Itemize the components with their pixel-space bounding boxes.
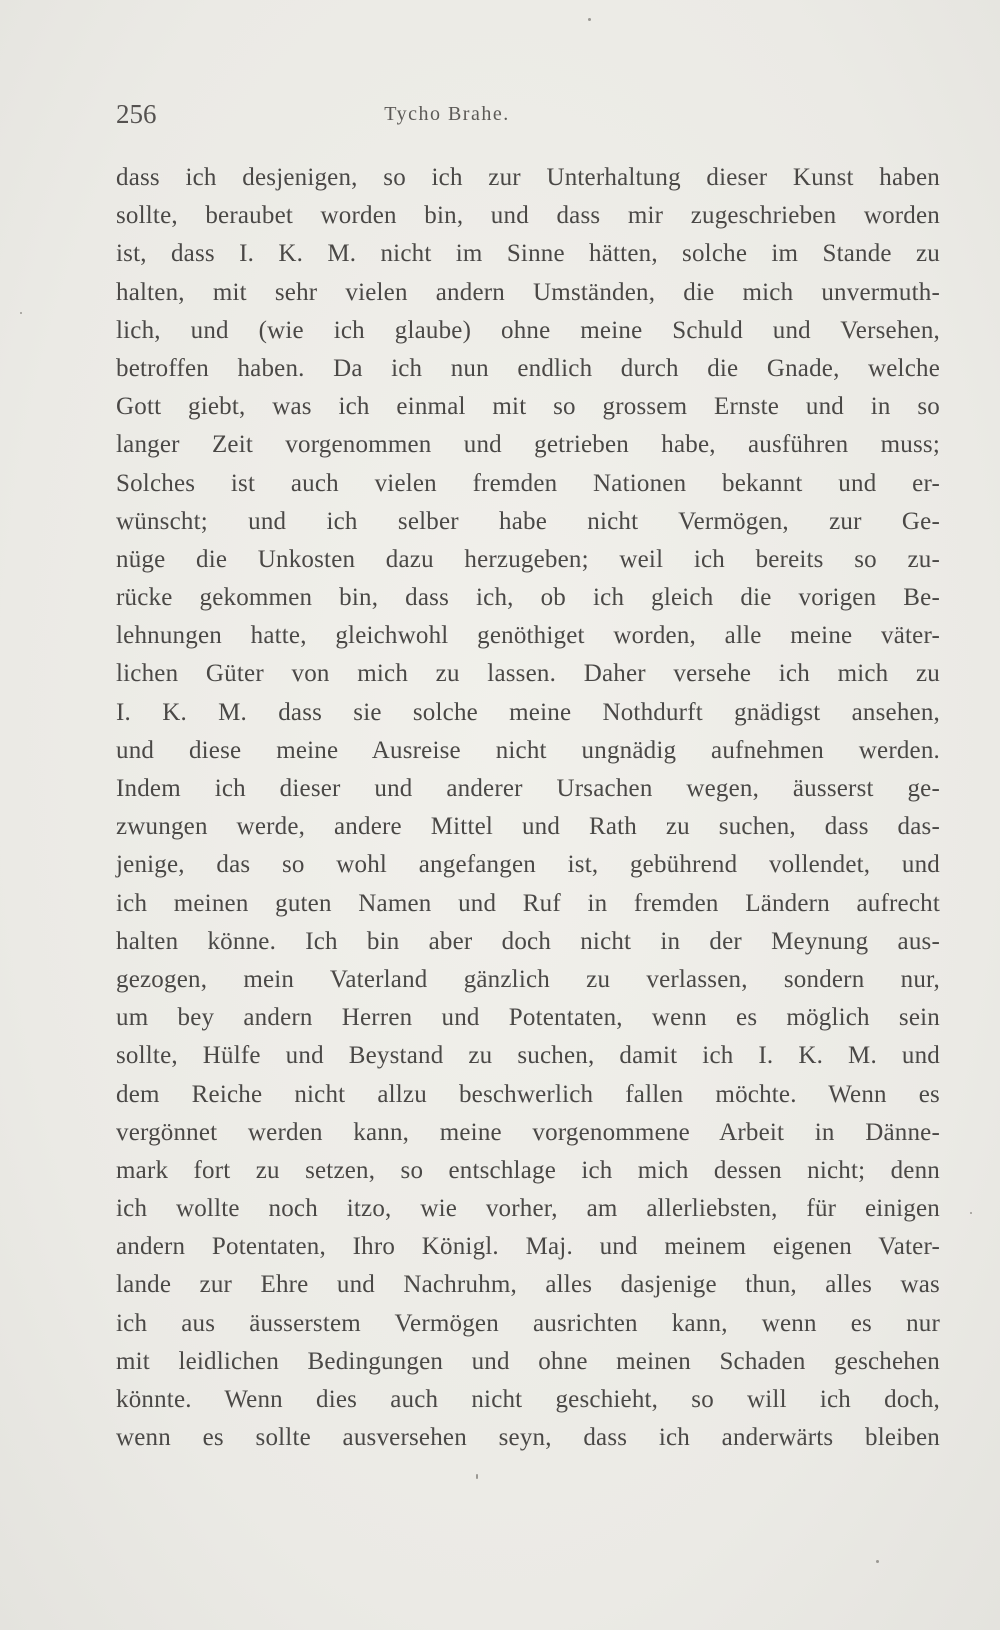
text-line: I. K. M. dass sie solche meine Nothdurft gnädigst ansehen, [116,698,940,726]
body-text [116,159,940,1457]
text-line: mit leidlichen Bedingungen und ohne meinen Schaden geschehen [116,1347,940,1375]
text-line: dem Reiche nicht allzu beschwerlich fallen möchte. Wenn es [116,1080,940,1108]
text-line: Indem ich dieser und anderer Ursachen wegen, äusserst ge- [116,775,940,802]
text-line: halten, mit sehr vielen andern Umständen, die mich unvermuth- [116,278,940,306]
text-line: zwungen werde, andere Mittel und Rath zu suchen, dass das- [116,813,940,841]
paper-speck [20,312,22,314]
text-line: könnte. Wenn dies auch nicht geschieht, so will ich doch, [116,1386,940,1413]
text-line: lehnungen hatte, gleichwohl genöthiget worden, alle meine väter- [116,622,940,650]
page-number: 256 [116,99,157,129]
text-line: ich meinen guten Namen und Ruf in fremden Ländern aufrecht [116,889,940,917]
text-line: halten könne. Ich bin aber doch nicht in der Meynung aus- [116,927,940,955]
text-line: Gott giebt, was ich einmal mit so grossem Ernste und in so [116,393,940,421]
paper-speck [588,18,591,21]
text-line: sollte, beraubet worden bin, und dass mir zugeschrieben worden [116,202,940,230]
paper-speck [476,1474,478,1479]
text-line: sollte, Hülfe und Beystand zu suchen, damit ich I. K. M. und [116,1042,940,1070]
text-line: wenn es sollte ausversehen seyn, dass ich anderwärts bleiben [116,1424,940,1452]
text-line: um bey andern Herren und Potentaten, wenn es möglich sein [116,1004,940,1032]
running-title: Tycho Brahe. [384,103,510,125]
text-line: lande zur Ehre und Nachruhm, alles dasjenige thun, alles was [116,1271,940,1299]
paper-speck [970,1212,972,1214]
text-line: ist, dass I. K. M. nicht im Sinne hätten, solche im Stande zu [116,240,940,268]
text-line: gezogen, mein Vaterland gänzlich zu verlassen, sondern nur, [116,965,940,993]
text-line: mark fort zu setzen, so entschlage ich mich dessen nicht; denn [116,1156,940,1184]
text-line: langer Zeit vorgenommen und getrieben habe, ausführen muss; [116,431,940,459]
paper-speck [876,1560,879,1563]
text-line: vergönnet werden kann, meine vorgenommene Arbeit in Dänne- [116,1118,940,1146]
text-line: rücke gekommen bin, dass ich, ob ich gleich die vorigen Be- [116,584,940,612]
text-line: lichen Güter von mich zu lassen. Daher versehe ich mich zu [116,660,940,688]
running-head [116,96,940,132]
text-line: nüge die Unkosten dazu herzugeben; weil ich bereits so zu- [116,545,940,573]
text-line: Solches ist auch vielen fremden Nationen bekannt und er- [116,469,940,497]
text-line: und diese meine Ausreise nicht ungnädig aufnehmen werden. [116,736,940,764]
text-line: dass ich desjenigen, so ich zur Unterhaltung dieser Kunst haben [116,164,940,191]
text-line: andern Potentaten, Ihro Königl. Maj. und meinem eigenen Vater- [116,1233,940,1261]
text-line: ich wollte noch itzo, wie vorher, am allerliebsten, für einigen [116,1195,940,1223]
text-line: wünscht; und ich selber habe nicht Vermögen, zur Ge- [116,507,940,535]
text-line: lich, und (wie ich glaube) ohne meine Schuld und Versehen, [116,316,940,344]
text-line: jenige, das so wohl angefangen ist, gebührend vollendet, und [116,851,940,879]
text-line: ich aus äusserstem Vermögen ausrichten kann, wenn es nur [116,1309,940,1337]
text-line: betroffen haben. Da ich nun endlich durch die Gnade, welche [116,354,940,382]
